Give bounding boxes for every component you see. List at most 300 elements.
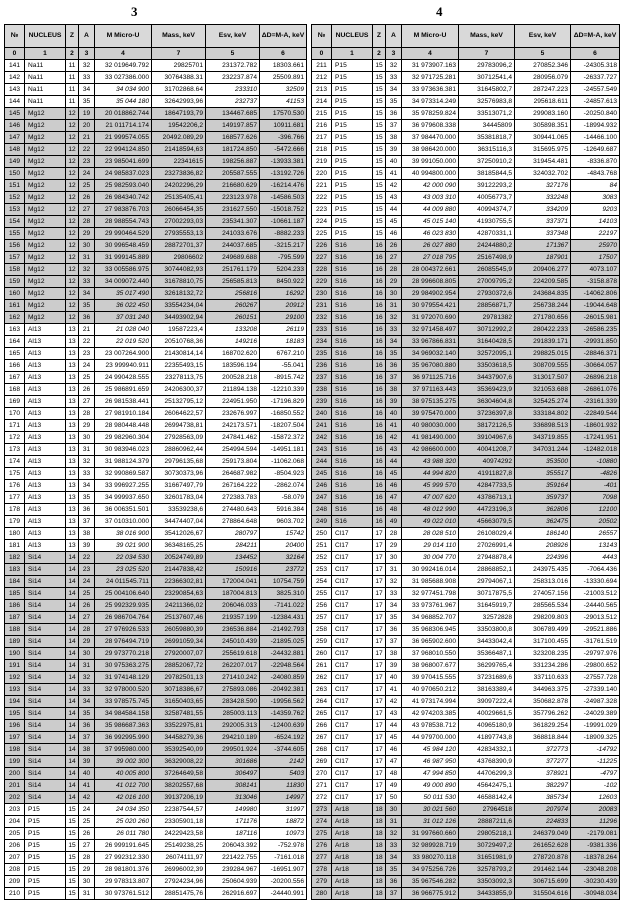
mass-defect-cell: -2862.074 xyxy=(260,480,307,492)
table-row xyxy=(312,360,620,372)
micro-u-cell: 40 994800.000 xyxy=(402,168,459,180)
mass-kev-cell: 22341615 xyxy=(152,156,206,168)
z-cell: 17 xyxy=(373,744,386,756)
table-row xyxy=(5,732,307,744)
esv-cell: 334209 xyxy=(515,204,571,216)
table-row xyxy=(5,468,307,480)
row-index: 270 xyxy=(312,768,332,780)
z-cell: 13 xyxy=(66,348,79,360)
micro-u-cell: 39 021 900 xyxy=(95,540,152,552)
z-cell: 13 xyxy=(66,456,79,468)
mass-defect-cell: -28846.371 xyxy=(571,348,620,360)
table-row xyxy=(5,240,307,252)
mass-kev-cell: 40029661,5 xyxy=(459,708,515,720)
table-row xyxy=(312,636,620,648)
micro-u-cell: 33 027386.000 xyxy=(95,72,152,84)
mass-defect-cell: -21003.512 xyxy=(571,588,620,600)
mass-kev-cell: 41897743,8 xyxy=(459,732,515,744)
micro-u-cell: 42 974203.385 xyxy=(402,708,459,720)
mass-defect-cell: 3083 xyxy=(571,192,620,204)
mass-kev-cell: 42847733,5 xyxy=(459,480,515,492)
table-row xyxy=(312,816,620,828)
mass-kev-cell: 27026991,4 xyxy=(459,540,515,552)
a-cell: 35 xyxy=(79,492,95,504)
micro-u-cell: 45 015 140 xyxy=(402,216,459,228)
esv-cell: 280797 xyxy=(206,528,260,540)
a-cell: 45 xyxy=(386,732,402,744)
z-cell: 14 xyxy=(66,696,79,708)
mass-defect-cell: -29800.652 xyxy=(571,660,620,672)
micro-u-cell: 36 006351.501 xyxy=(95,504,152,516)
mass-kev-cell: 42870331,1 xyxy=(459,228,515,240)
nucleus-cell: Cl17 xyxy=(332,588,373,600)
nucleus-cell: Al13 xyxy=(25,540,66,552)
z-cell: 18 xyxy=(373,816,386,828)
mass-defect-cell: 22197 xyxy=(571,228,620,240)
table-row xyxy=(5,816,307,828)
esv-cell: 359737 xyxy=(515,492,571,504)
nucleus-cell: Si14 xyxy=(25,744,66,756)
mass-defect-cell: -11062.068 xyxy=(260,456,307,468)
mass-kev-cell: 31650403,65 xyxy=(152,696,206,708)
a-cell: 30 xyxy=(79,240,95,252)
z-cell: 14 xyxy=(66,564,79,576)
table-row xyxy=(5,456,307,468)
a-cell: 36 xyxy=(386,624,402,636)
mass-defect-cell: 5916.384 xyxy=(260,504,307,516)
mass-kev-cell: 26066454,35 xyxy=(152,204,206,216)
esv-cell: 377277 xyxy=(515,756,571,768)
z-cell: 18 xyxy=(373,840,386,852)
micro-u-cell: 29 982960.304 xyxy=(95,432,152,444)
nucleus-cell: S16 xyxy=(332,360,373,372)
a-cell: 32 xyxy=(79,264,95,276)
nucleus-cell: S16 xyxy=(332,384,373,396)
esv-cell: 171367 xyxy=(515,240,571,252)
table-row xyxy=(312,264,620,276)
mass-defect-cell: -27339.140 xyxy=(571,684,620,696)
table-row xyxy=(5,324,307,336)
z-cell: 14 xyxy=(66,708,79,720)
micro-u-cell: 43 988 320 xyxy=(402,456,459,468)
a-cell: 32 xyxy=(386,60,402,72)
nuclide-table-right xyxy=(311,24,620,900)
a-cell: 42 xyxy=(386,432,402,444)
colnum: 4 xyxy=(95,48,152,60)
table-row xyxy=(312,552,620,564)
colnum: 3 xyxy=(79,48,95,60)
z-cell: 15 xyxy=(66,876,79,888)
micro-u-cell: 47 994 850 xyxy=(402,768,459,780)
micro-u-cell: 37 968010.550 xyxy=(402,648,459,660)
nucleus-cell: Al13 xyxy=(25,456,66,468)
micro-u-cell: 30 975363.275 xyxy=(95,660,152,672)
mass-kev-cell: 18647193,79 xyxy=(152,108,206,120)
esv-cell: 262916.697 xyxy=(206,888,260,900)
z-cell: 15 xyxy=(373,180,386,192)
mass-defect-cell: -30664.057 xyxy=(571,360,620,372)
mass-defect-cell: 3825.310 xyxy=(260,588,307,600)
mass-kev-cell: 29805218,1 xyxy=(459,828,515,840)
mass-defect-cell: -16850.552 xyxy=(260,408,307,420)
table-row xyxy=(312,732,620,744)
a-cell: 37 xyxy=(79,516,95,528)
a-cell: 44 xyxy=(386,456,402,468)
z-cell: 14 xyxy=(66,732,79,744)
nucleus-cell: Mg12 xyxy=(25,228,66,240)
table-row xyxy=(5,504,307,516)
row-index: 240 xyxy=(312,408,332,420)
z-cell: 15 xyxy=(66,864,79,876)
micro-u-cell: 36 979608.338 xyxy=(402,120,459,132)
table-row xyxy=(5,528,307,540)
table-row xyxy=(312,876,620,888)
row-index: 244 xyxy=(312,456,332,468)
z-cell: 13 xyxy=(66,384,79,396)
mass-kev-cell: 31645919,7 xyxy=(459,600,515,612)
nucleus-cell: S16 xyxy=(332,300,373,312)
mass-defect-cell: -7161.018 xyxy=(260,852,307,864)
mass-kev-cell: 31678810,75 xyxy=(152,276,206,288)
micro-u-cell: 31 973907.163 xyxy=(402,60,459,72)
z-cell: 12 xyxy=(66,120,79,132)
esv-cell: 186140 xyxy=(515,528,571,540)
mass-defect-cell: -21492.793 xyxy=(260,624,307,636)
a-cell: 46 xyxy=(386,480,402,492)
z-cell: 14 xyxy=(66,684,79,696)
mass-kev-cell: 23273836,82 xyxy=(152,168,206,180)
mass-defect-cell: -12482.018 xyxy=(571,444,620,456)
z-cell: 17 xyxy=(373,660,386,672)
z-cell: 13 xyxy=(66,468,79,480)
table-row xyxy=(5,648,307,660)
mass-defect-cell: -14792 xyxy=(571,744,620,756)
esv-cell: 149197.857 xyxy=(206,120,260,132)
table-row xyxy=(5,540,307,552)
mass-defect-cell: -30948.034 xyxy=(571,888,620,900)
a-cell: 38 xyxy=(386,648,402,660)
esv-cell: 317100.455 xyxy=(515,636,571,648)
mass-defect-cell: 18183 xyxy=(260,336,307,348)
nucleus-cell: P15 xyxy=(332,168,373,180)
mass-kev-cell: 34433042,4 xyxy=(459,636,515,648)
row-index: 241 xyxy=(312,420,332,432)
micro-u-cell: 25 004106.640 xyxy=(95,588,152,600)
nucleus-cell: Si14 xyxy=(25,732,66,744)
a-cell: 22 xyxy=(79,144,95,156)
esv-cell: 315504.616 xyxy=(515,888,571,900)
a-cell: 38 xyxy=(386,132,402,144)
z-cell: 18 xyxy=(373,888,386,900)
z-cell: 11 xyxy=(66,84,79,96)
table-row xyxy=(312,852,620,864)
mass-kev-cell: 19587223,4 xyxy=(152,324,206,336)
a-cell: 34 xyxy=(386,852,402,864)
mass-kev-cell: 31645802,7 xyxy=(459,84,515,96)
nucleus-cell: Mg12 xyxy=(25,144,66,156)
row-index: 204 xyxy=(5,816,25,828)
mass-kev-cell: 19542206,2 xyxy=(152,120,206,132)
mass-defect-cell: -20250.840 xyxy=(571,108,620,120)
row-index: 246 xyxy=(312,480,332,492)
z-cell: 11 xyxy=(66,72,79,84)
z-cell: 14 xyxy=(66,588,79,600)
z-cell: 17 xyxy=(373,732,386,744)
table-row xyxy=(312,492,620,504)
nucleus-cell: Mg12 xyxy=(25,216,66,228)
mass-defect-cell: -8504.923 xyxy=(260,468,307,480)
table-row xyxy=(312,708,620,720)
nucleus-cell: Al13 xyxy=(25,336,66,348)
a-cell: 33 xyxy=(386,588,402,600)
a-cell: 29 xyxy=(386,540,402,552)
row-index: 250 xyxy=(312,528,332,540)
esv-cell: 243975.435 xyxy=(515,564,571,576)
esv-cell: 337110.633 xyxy=(515,672,571,684)
mass-kev-cell: 44706299,3 xyxy=(459,768,515,780)
nucleus-cell: Si14 xyxy=(25,624,66,636)
nucleus-cell: P15 xyxy=(332,60,373,72)
mass-defect-cell: 29100 xyxy=(260,312,307,324)
nucleus-cell: S16 xyxy=(332,504,373,516)
mass-kev-cell: 32578793,2 xyxy=(459,864,515,876)
mass-defect-cell: 7098 xyxy=(571,492,620,504)
nucleus-cell: Mg12 xyxy=(25,108,66,120)
mass-kev-cell: 29796135,68 xyxy=(152,456,206,468)
nucleus-cell: S16 xyxy=(332,408,373,420)
micro-u-cell: 24 011545.711 xyxy=(95,576,152,588)
row-index: 275 xyxy=(312,828,332,840)
mass-defect-cell: -55.041 xyxy=(260,360,307,372)
mass-defect-cell: -29013.512 xyxy=(571,612,620,624)
z-cell: 16 xyxy=(373,264,386,276)
esv-cell: 198256.887 xyxy=(206,156,260,168)
table-row xyxy=(312,648,620,660)
micro-u-cell: 42 016 100 xyxy=(95,792,152,804)
nucleus-cell: Si14 xyxy=(25,576,66,588)
nucleus-cell: S16 xyxy=(332,480,373,492)
row-index: 225 xyxy=(312,228,332,240)
micro-u-cell: 28 028 510 xyxy=(402,528,459,540)
z-cell: 17 xyxy=(373,708,386,720)
a-cell: 27 xyxy=(386,252,402,264)
z-cell: 17 xyxy=(373,684,386,696)
mass-defect-cell: -14359.762 xyxy=(260,708,307,720)
row-index: 274 xyxy=(312,816,332,828)
table-row xyxy=(312,828,620,840)
mass-kev-cell: 33554234,04 xyxy=(152,300,206,312)
micro-u-cell: 38 986420.000 xyxy=(402,144,459,156)
row-index: 194 xyxy=(5,696,25,708)
micro-u-cell: 50 011 530 xyxy=(402,792,459,804)
micro-u-cell: 34 973314.249 xyxy=(402,96,459,108)
nucleus-cell: Cl17 xyxy=(332,660,373,672)
esv-cell: 294210.189 xyxy=(206,732,260,744)
table-row xyxy=(312,156,620,168)
mass-kev-cell: 23305901,18 xyxy=(152,816,206,828)
table-row xyxy=(312,288,620,300)
z-cell: 14 xyxy=(66,648,79,660)
z-cell: 15 xyxy=(373,204,386,216)
mass-kev-cell: 20524749,89 xyxy=(152,552,206,564)
a-cell: 25 xyxy=(79,588,95,600)
table-row xyxy=(312,396,620,408)
nucleus-cell: Cl17 xyxy=(332,756,373,768)
a-cell: 33 xyxy=(386,840,402,852)
micro-u-cell: 38 016 900 xyxy=(95,528,152,540)
mass-kev-cell: 31651981,9 xyxy=(459,852,515,864)
nucleus-cell: Al13 xyxy=(25,528,66,540)
nucleus-cell: S16 xyxy=(332,252,373,264)
colnum: 0 xyxy=(5,48,25,60)
nucleus-cell: Mg12 xyxy=(25,240,66,252)
z-cell: 15 xyxy=(66,888,79,900)
micro-u-cell: 42 986600.000 xyxy=(402,444,459,456)
mass-kev-cell: 21430814,14 xyxy=(152,348,206,360)
z-cell: 17 xyxy=(373,552,386,564)
micro-u-cell: 36 965902.600 xyxy=(402,636,459,648)
row-index: 221 xyxy=(312,180,332,192)
table-row xyxy=(312,600,620,612)
z-cell: 13 xyxy=(66,336,79,348)
mass-kev-cell: 28872701,37 xyxy=(152,240,206,252)
row-index: 233 xyxy=(312,324,332,336)
micro-u-cell: 25 020 260 xyxy=(95,816,152,828)
micro-u-cell: 31 012 126 xyxy=(402,816,459,828)
table-row xyxy=(312,120,620,132)
a-cell: 38 xyxy=(79,528,95,540)
z-cell: 17 xyxy=(373,696,386,708)
colnum: 1 xyxy=(332,48,373,60)
row-index: 253 xyxy=(312,564,332,576)
micro-u-cell: 26 999191.645 xyxy=(95,840,152,852)
table-row xyxy=(5,708,307,720)
esv-cell: 274057.156 xyxy=(515,588,571,600)
mass-defect-cell: -15872.372 xyxy=(260,432,307,444)
mass-kev-cell: 26996002,39 xyxy=(152,864,206,876)
nucleus-cell: S16 xyxy=(332,264,373,276)
mass-defect-cell: -26015.981 xyxy=(571,312,620,324)
table-row xyxy=(5,840,307,852)
esv-cell: 368818.844 xyxy=(515,732,571,744)
mass-kev-cell: 29825701 xyxy=(152,60,206,72)
row-index: 272 xyxy=(312,792,332,804)
table-row xyxy=(312,624,620,636)
mass-defect-cell: 4443 xyxy=(571,552,620,564)
table-row xyxy=(312,192,620,204)
mass-kev-cell: 34433855,9 xyxy=(459,888,515,900)
esv-cell: 224833 xyxy=(515,816,571,828)
a-cell: 42 xyxy=(386,696,402,708)
mass-defect-cell: -10661.187 xyxy=(260,216,307,228)
table-row xyxy=(312,276,620,288)
micro-u-cell: 31 985688.908 xyxy=(402,576,459,588)
header-z: Z xyxy=(66,25,79,48)
micro-u-cell: 41 973174.994 xyxy=(402,696,459,708)
a-cell: 28 xyxy=(386,528,402,540)
table-row xyxy=(312,372,620,384)
mass-defect-cell: -31761.519 xyxy=(571,636,620,648)
mass-defect-cell: 11296 xyxy=(571,816,620,828)
row-index: 237 xyxy=(312,372,332,384)
mass-defect-cell: -12649.687 xyxy=(571,144,620,156)
esv-cell: 291839.171 xyxy=(515,336,571,348)
colnum: 7 xyxy=(459,48,515,60)
nucleus-cell: Mg12 xyxy=(25,168,66,180)
row-index: 193 xyxy=(5,684,25,696)
row-index: 215 xyxy=(312,108,332,120)
mass-kev-cell: 32572828 xyxy=(459,612,515,624)
table-row xyxy=(312,840,620,852)
z-cell: 17 xyxy=(373,612,386,624)
table-row xyxy=(5,432,307,444)
mass-kev-cell: 37250910,2 xyxy=(459,156,515,168)
row-index: 214 xyxy=(312,96,332,108)
row-index: 183 xyxy=(5,564,25,576)
mass-kev-cell: 20510768,36 xyxy=(152,336,206,348)
a-cell: 36 xyxy=(79,312,95,324)
nucleus-cell: Al13 xyxy=(25,324,66,336)
nucleus-cell: Mg12 xyxy=(25,132,66,144)
mass-kev-cell: 24202296,29 xyxy=(152,180,206,192)
esv-cell: 171176 xyxy=(206,816,260,828)
mass-kev-cell: 24211366,02 xyxy=(152,600,206,612)
mass-kev-cell: 41911827,8 xyxy=(459,468,515,480)
esv-cell: 181724.850 xyxy=(206,144,260,156)
mass-kev-cell: 39097222,4 xyxy=(459,696,515,708)
colnum: 1 xyxy=(25,48,66,60)
row-index: 209 xyxy=(5,876,25,888)
mass-defect-cell: -17241.951 xyxy=(571,432,620,444)
mass-kev-cell: 33513071,2 xyxy=(459,108,515,120)
table-row xyxy=(5,828,307,840)
mass-defect-cell: 18872 xyxy=(260,816,307,828)
micro-u-cell: 22 019 520 xyxy=(95,336,152,348)
mass-defect-cell: -24305.318 xyxy=(571,60,620,72)
esv-cell: 344963.375 xyxy=(515,684,571,696)
header-mass-micro-u: M Micro-U xyxy=(402,25,459,48)
a-cell: 27 xyxy=(79,396,95,408)
nucleus-cell: S16 xyxy=(332,348,373,360)
esv-cell: 208926 xyxy=(515,540,571,552)
a-cell: 35 xyxy=(79,96,95,108)
table-row xyxy=(312,60,620,72)
nucleus-cell: P15 xyxy=(25,888,66,900)
nucleus-cell: Mg12 xyxy=(25,120,66,132)
micro-u-cell: 34 969032.140 xyxy=(402,348,459,360)
a-cell: 39 xyxy=(386,396,402,408)
esv-cell: 353500 xyxy=(515,456,571,468)
a-cell: 45 xyxy=(386,216,402,228)
table-row xyxy=(312,108,620,120)
mass-defect-cell: 32509 xyxy=(260,84,307,96)
micro-u-cell: 26 011 780 xyxy=(95,828,152,840)
mass-defect-cell: 23772 xyxy=(260,564,307,576)
z-cell: 12 xyxy=(66,252,79,264)
a-cell: 29 xyxy=(79,864,95,876)
nucleus-cell: Al13 xyxy=(25,360,66,372)
micro-u-cell: 28 981801.376 xyxy=(95,864,152,876)
a-cell: 33 xyxy=(79,684,95,696)
z-cell: 16 xyxy=(373,456,386,468)
mass-defect-cell: -20492.381 xyxy=(260,684,307,696)
esv-cell: 301686 xyxy=(206,756,260,768)
header-index: № xyxy=(5,25,25,48)
micro-u-cell: 31 988124.379 xyxy=(95,456,152,468)
table-row xyxy=(312,96,620,108)
mass-defect-cell: 2142 xyxy=(260,756,307,768)
z-cell: 12 xyxy=(66,312,79,324)
